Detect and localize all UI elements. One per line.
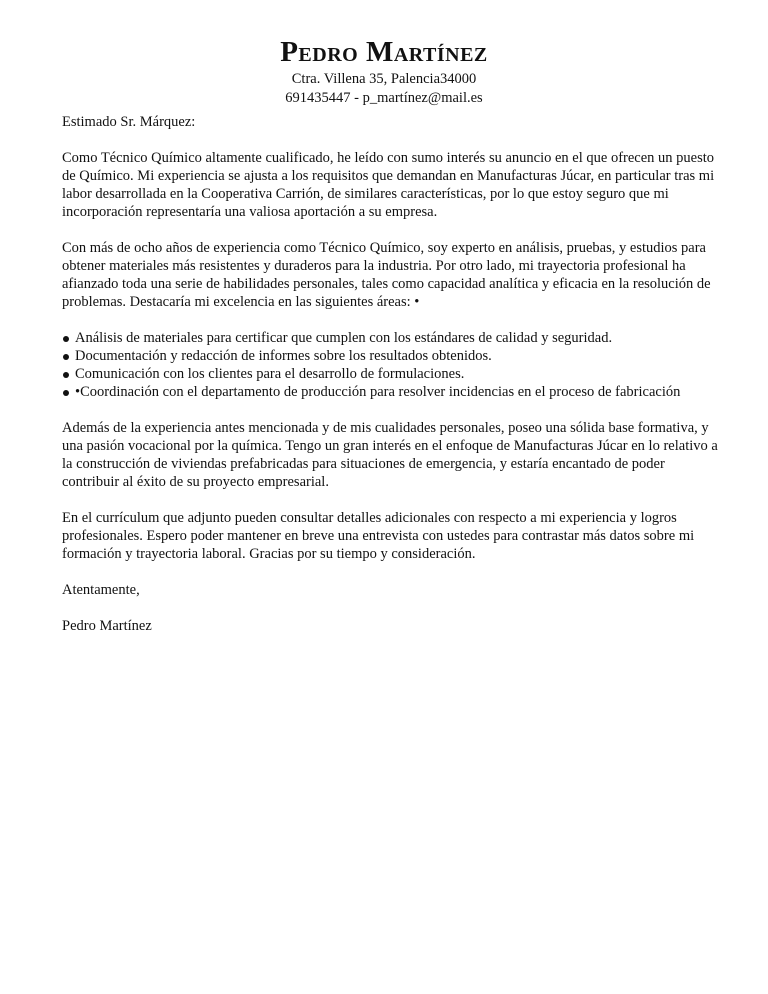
paragraph-intro: Como Técnico Químico altamente cualificado, he leído con sumo interés su anuncio en el que ofrecen un puesto de Químico. Mi experiencia se ajusta a los requisitos que demandan en Manufacturas Júcar, en particular tras mi labor desarrollada en la Cooperativa Carrión, de similares características, por lo que estoy seguro que mi incorporación representaría una valiosa aportación a su empresa. (62, 150, 715, 220)
letter-body (62, 113, 722, 653)
skills-list (62, 329, 722, 401)
bullet-icon (63, 372, 69, 378)
paragraph-closing-remarks: En el currículum que adjunto pueden consultar detalles adicionales con respecto a mi experiencia y logros profesionales. Espero poder mantener en breve una entrevista con ustedes para contrastar más datos sobre mi formación y trayectoria laboral. Gracias por su tiempo y consideración. (62, 510, 695, 562)
signature: Pedro Martínez (62, 618, 152, 634)
bullet-icon (63, 354, 69, 360)
list-item (62, 365, 722, 383)
bullet-icon (63, 336, 69, 342)
sender-address: Ctra. Villena 35, Palencia34000 (291, 71, 477, 87)
list-item-text: Análisis de materiales para certificar que cumplen con los estándares de calidad y seguridad. (75, 330, 613, 346)
closing: Atentamente, (62, 582, 140, 598)
list-item (62, 329, 722, 347)
letter-header (0, 34, 768, 108)
bullet-icon (63, 390, 69, 396)
list-item-text: Comunicación con los clientes para el desarrollo de formulaciones. (75, 366, 465, 382)
salutation: Estimado Sr. Márquez: (62, 114, 196, 130)
paragraph-experience: Con más de ocho años de experiencia como Técnico Químico, soy experto en análisis, pruebas, y estudios para obtener materiales más resistentes y duraderos para la industria. Por otro lado, mi trayectoria profesional ha afianzado toda una serie de habilidades personales, tales como capacidad analítica y eficacia en la resolución de problemas. Destacaría mi excelencia en las siguientes áreas: • (62, 240, 711, 310)
list-item-text: •Coordinación con el departamento de producción para resolver incidencias en el proceso de fabricación (75, 384, 681, 400)
sender-name: Pedro Martínez (280, 36, 488, 68)
list-item (62, 383, 722, 401)
paragraph-education: Además de la experiencia antes mencionada y de mis cualidades personales, poseo una sólida base formativa, y una pasión vocacional por la química. Tengo un gran interés en el enfoque de Manufacturas Júcar en lo relativo a la construcción de viviendas prefabricadas para situaciones de emergencia, y estaría encantado de poder contribuir al éxito de su proyecto empresarial. (62, 420, 718, 490)
sender-contact: 691435447 - p_martínez@mail.es (285, 90, 483, 106)
list-item (62, 347, 722, 365)
list-item-text: Documentación y redacción de informes sobre los resultados obtenidos. (75, 348, 492, 364)
